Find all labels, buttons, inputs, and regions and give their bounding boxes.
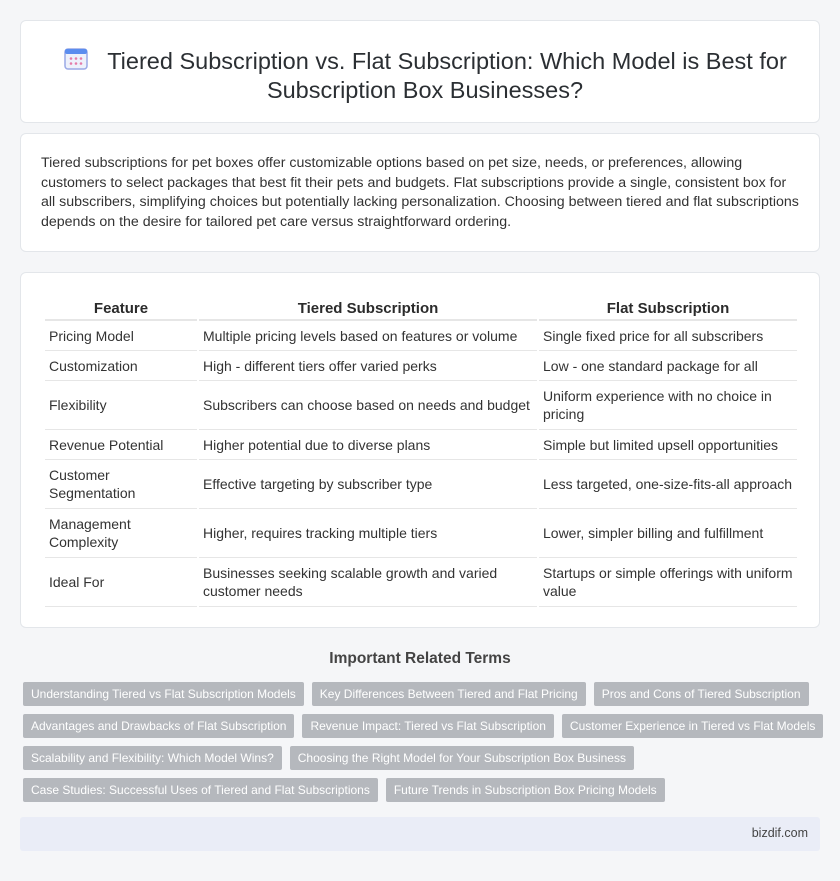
tiered-cell: Subscribers can choose based on needs and budget xyxy=(199,381,537,430)
tag-row xyxy=(23,778,823,802)
feature-cell: Ideal For xyxy=(45,558,197,607)
comparison-card xyxy=(20,272,820,628)
table-row xyxy=(45,321,797,351)
tag-row xyxy=(23,746,823,770)
footer xyxy=(20,817,820,851)
title-wrap xyxy=(51,45,799,105)
intro-paragraph: Tiered subscriptions for pet boxes offer customizable options based on pet size, needs, or preferences, allowing customers to select packages that best fit their pets and budgets. Flat subscriptions provide a single, consistent box for all subscribers, simplifying choices but potentially lacking personalization. Choosing between tiered and flat subscriptions depends on the desire for tailored pet care versus straightforward ordering. xyxy=(41,155,799,230)
intro-card xyxy=(20,133,820,252)
tag-row xyxy=(23,682,823,706)
flat-cell: Lower, simpler billing and fulfillment xyxy=(539,509,797,558)
flat-cell: Single fixed price for all subscribers xyxy=(539,321,797,351)
feature-cell: Flexibility xyxy=(45,381,197,430)
footer-site-link[interactable]: bizdif.com xyxy=(751,826,808,840)
related-tag[interactable]: Pros and Cons of Tiered Subscription xyxy=(594,682,809,706)
related-tag[interactable]: Key Differences Between Tiered and Flat Pricing xyxy=(312,682,586,706)
header-feature: Feature xyxy=(45,295,197,321)
related-tag[interactable]: Revenue Impact: Tiered vs Flat Subscription xyxy=(302,714,553,738)
related-tag[interactable]: Scalability and Flexibility: Which Model Wins? xyxy=(23,746,282,770)
flat-cell: Less targeted, one-size-fits-all approach xyxy=(539,460,797,509)
table-header-row xyxy=(45,295,797,321)
tiered-cell: Higher potential due to diverse plans xyxy=(199,430,537,460)
table-row xyxy=(45,430,797,460)
feature-cell: Customer Segmentation xyxy=(45,460,197,509)
feature-cell: Management Complexity xyxy=(45,509,197,558)
related-tag[interactable]: Case Studies: Successful Uses of Tiered and Flat Subscriptions xyxy=(23,778,378,802)
related-tag[interactable]: Future Trends in Subscription Box Pricing Models xyxy=(386,778,665,802)
flat-cell: Low - one standard package for all xyxy=(539,351,797,381)
tiered-cell: Multiple pricing levels based on features or volume xyxy=(199,321,537,351)
table-row xyxy=(45,381,797,430)
flat-cell: Uniform experience with no choice in pricing xyxy=(539,381,797,430)
page-title: Tiered Subscription vs. Flat Subscription: Which Model is Best for Subscription Box Businesses? xyxy=(107,48,787,103)
related-tag[interactable]: Advantages and Drawbacks of Flat Subscription xyxy=(23,714,294,738)
header-flat: Flat Subscription xyxy=(539,295,797,321)
table-row xyxy=(45,460,797,509)
comparison-table xyxy=(43,295,799,607)
calendar-icon xyxy=(63,45,89,71)
table-row xyxy=(45,351,797,381)
title-card xyxy=(20,20,820,123)
tag-row xyxy=(23,714,823,738)
feature-cell: Customization xyxy=(45,351,197,381)
related-tag[interactable]: Understanding Tiered vs Flat Subscription Models xyxy=(23,682,304,706)
related-tag[interactable]: Customer Experience in Tiered vs Flat Models xyxy=(562,714,823,738)
feature-cell: Pricing Model xyxy=(45,321,197,351)
related-tags xyxy=(23,682,823,810)
flat-cell: Simple but limited upsell opportunities xyxy=(539,430,797,460)
header-tiered: Tiered Subscription xyxy=(199,295,537,321)
tiered-cell: Effective targeting by subscriber type xyxy=(199,460,537,509)
table-row xyxy=(45,509,797,558)
flat-cell: Startups or simple offerings with uniform value xyxy=(539,558,797,607)
feature-cell: Revenue Potential xyxy=(45,430,197,460)
tiered-cell: High - different tiers offer varied perks xyxy=(199,351,537,381)
related-terms-heading: Important Related Terms xyxy=(329,650,511,667)
table-row xyxy=(45,558,797,607)
tiered-cell: Higher, requires tracking multiple tiers xyxy=(199,509,537,558)
related-tag[interactable]: Choosing the Right Model for Your Subscription Box Business xyxy=(290,746,634,770)
tiered-cell: Businesses seeking scalable growth and varied customer needs xyxy=(199,558,537,607)
